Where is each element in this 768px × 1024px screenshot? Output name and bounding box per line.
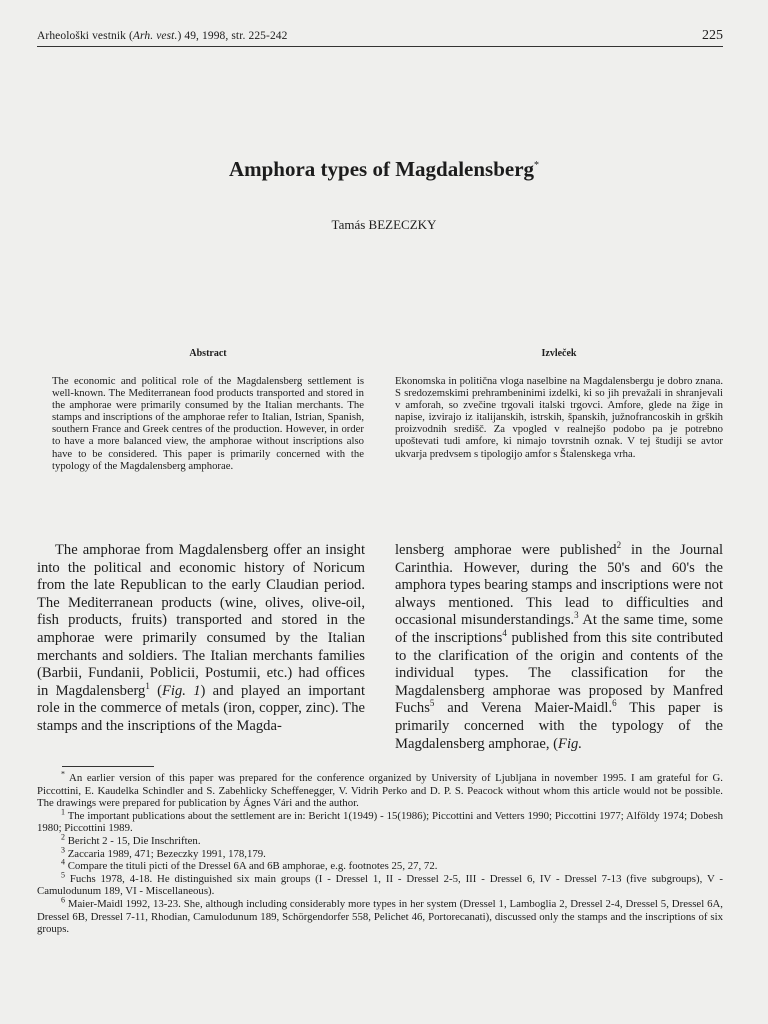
- footnote-ref-1: 1: [145, 680, 150, 691]
- paper-title: [0, 157, 768, 182]
- footnote-text: Bericht 2 - 15, Die Inschriften.: [67, 834, 201, 847]
- footnote-ref-2: 2: [616, 540, 622, 551]
- figure-ref: Fig. 1: [162, 682, 201, 699]
- body-right-text-5: and Verena Maier-Maidl.: [434, 700, 613, 717]
- footnote: [37, 769, 723, 810]
- journal-citation: Arheološki vestnik (Arh. vest.) 49, 1998, str. 225-242: [37, 30, 288, 42]
- footnote: [37, 895, 723, 936]
- footnote-text: The important publications about the settlement are in: Bericht 1(1949) - 15(1986); Piccottini and Vetters 1990; Piccottini 1977; Alföldy 1974; Dobesh 1980; Piccottini 1989.: [37, 809, 723, 835]
- author-name: Tamás BEZECZKY: [331, 217, 437, 232]
- body-left-text: The amphorae from Magdalensberg offer an insight into the political and economic history of Noricum from the late Republican to the early Claudian period. The Mediterranean products (wine, olives, olive-oil, fish products, fruits) transported and stored in the amphorae were primarily consumed by the Italian merchants and soldiers. The Italian merchants families (Barbii, Fundanii, Poblicii, Postumii, etc.) had offices in Magdalensberg: [37, 542, 365, 699]
- footnote-text: An earlier version of this paper was prepared for the conference organized by University of Ljubljana in november 1995. I am grateful for G. Piccottini, E. Kaudelka Schindler and S. Zabehlicky Scheffenegger, V. Vidrih Perko and D. P. S. Peacock without whom this article would not be possible. The drawings were prepared for publication by Ágnes Vári and the author.: [37, 772, 723, 810]
- page-number: 225: [702, 28, 723, 43]
- journal-name: Arheološki vestnik: [37, 30, 126, 42]
- footnote: [37, 844, 723, 861]
- body-column-left: The amphorae from Magdalensberg offer an insight into the political and economic history of Noricum from the late Republican to the early Claudian period. The Mediterranean products (wine, olives, olive-oil, fish products, fruits) transported and stored in the amphorae were primarily consumed by the Italian merchants and soldiers. The Italian merchants families (Barbii, Fundanii, Poblicii, Postumii, etc.) had offices in Magdalensberg$^1$ (Fig. 1) and played an important role in the commerce of metals (iron, copper, zinc). The stamps and the inscriptions of the Magda-: [37, 542, 365, 734]
- footnote: [37, 832, 723, 848]
- title-footnote-mark: *: [534, 160, 540, 171]
- izvlecek-heading: Izvleček: [541, 348, 577, 359]
- footnote-ref-3: 3: [574, 610, 579, 621]
- footnote-mark: 3: [61, 844, 65, 854]
- header-rule: [37, 46, 723, 47]
- footnote-text: Compare the tituli picti of the Dressel 6A and 6B amphorae, e.g. footnotes 25, 27, 72.: [67, 860, 438, 873]
- body-right-text-6: This paper is primarily concerned with the typology of the Magdalensberg amphorae, (: [395, 700, 723, 752]
- footnote-mark: 4: [61, 857, 65, 867]
- footnote-ref-4: 4: [502, 628, 507, 639]
- footnote: [37, 807, 723, 835]
- abstract-text: The economic and political role of the Magdalensberg settlement is well-known. The Mediterranean food products transported and stored in the amphorae were primarily consumed by the Italian merchants. The stamps and inscriptions of the amphorae refer to Italian, Istrian, Spanish, southern France and Greek centres of the production. However, in order to have a more balanced view, the amphorae without inscriptions also have to be considered. This paper is primarily concerned with the typology of the Magdalensberg amphorae.: [52, 375, 364, 472]
- footnote: [37, 870, 724, 898]
- body-left-text-cont: and played an important role in the commerce of metals (iron, copper, zinc). The stamps and the inscriptions of the Magda-: [37, 682, 365, 734]
- footnote-mark: 1: [61, 807, 65, 817]
- body-column-right: [395, 542, 723, 753]
- footnote-mark: 2: [61, 832, 65, 842]
- journal-abbreviation: Arh. vest.: [132, 30, 178, 42]
- body-right-text-2: in the Journal Carinthia. However, during the 50's and 60's the amphora types bearing stamps and inscriptions were not always mentioned. This lead to difficulties and occasional misunderstandings.: [395, 542, 724, 629]
- figure-ref-2: Fig.: [558, 735, 582, 752]
- footnote-rule: [62, 766, 154, 767]
- footnote-ref-6: 6: [612, 698, 617, 709]
- volume-pages: 49, 1998, str. 225-242: [184, 30, 288, 42]
- body-right-text: lensberg amphorae were published: [395, 542, 617, 558]
- footnote-ref-5: 5: [429, 698, 435, 709]
- footnote-mark: 5: [61, 870, 65, 880]
- body-right-text-4: published from this site contributed to the clarification of the origin and contents of the individual types. The classification for the Magdalensberg amphorae was proposed by Manfred Fuchs: [395, 629, 723, 717]
- abstract-heading: Abstract: [189, 348, 227, 359]
- footnote-mark: *: [61, 769, 65, 779]
- footnote-text: Maier-Maidl 1992, 13-23. She, although including considerably more types in her system (Dressel 1, Lamboglia 2, Dressel 2-4, Dressel 5, Dressel 6A, Dressel 6B, Dressel 7-11, Rhodian, Camulodunum 189, Schörgendorfer 558, Pelichet 46, Portorecanati), discussed only the stamps and the inscriptions of six groups.: [37, 897, 723, 936]
- footnotes: [37, 769, 724, 936]
- footnote: [37, 857, 723, 873]
- footnote-text: Fuchs 1978, 4-18. He distinguished six main groups (I - Dressel 1, II - Dressel 2-5, III - Dressel 6, IV - Dressel 7-13 (five subgroups), V - Camulodunum 189, VI - Miscellaneous).: [37, 872, 724, 898]
- title-text: Amphora types of Magdalensberg: [228, 157, 535, 181]
- footnote-mark: 6: [61, 895, 65, 905]
- izvlecek-text: Ekonomska in politična vloga naselbine na Magdalensbergu je dobro znana. S sredozemskimi prehrambeninimi izdelki, ki so jih prevažali in shranjevali v amforah, so zvečine trgovali italski trgovci. Amfore, glede na žige in napise, izvirajo iz italijanskih, istrskih, španskih, južnofrancoskih in grških proizvodnih središč. Za vpogled v realnejšo podobo pa je potrebno upoštevati tudi amfore, ki nimajo tovrstnih oznak. V tej študiji se avtor ukvarja predvsem s tipologijo amfor s Štalenskega vrha.: [395, 375, 723, 460]
- body-right-text-3: At the same time, some of the inscriptions: [395, 612, 723, 646]
- footnote-text: Zaccaria 1989, 471; Bezeczky 1991, 178,179.: [67, 847, 266, 860]
